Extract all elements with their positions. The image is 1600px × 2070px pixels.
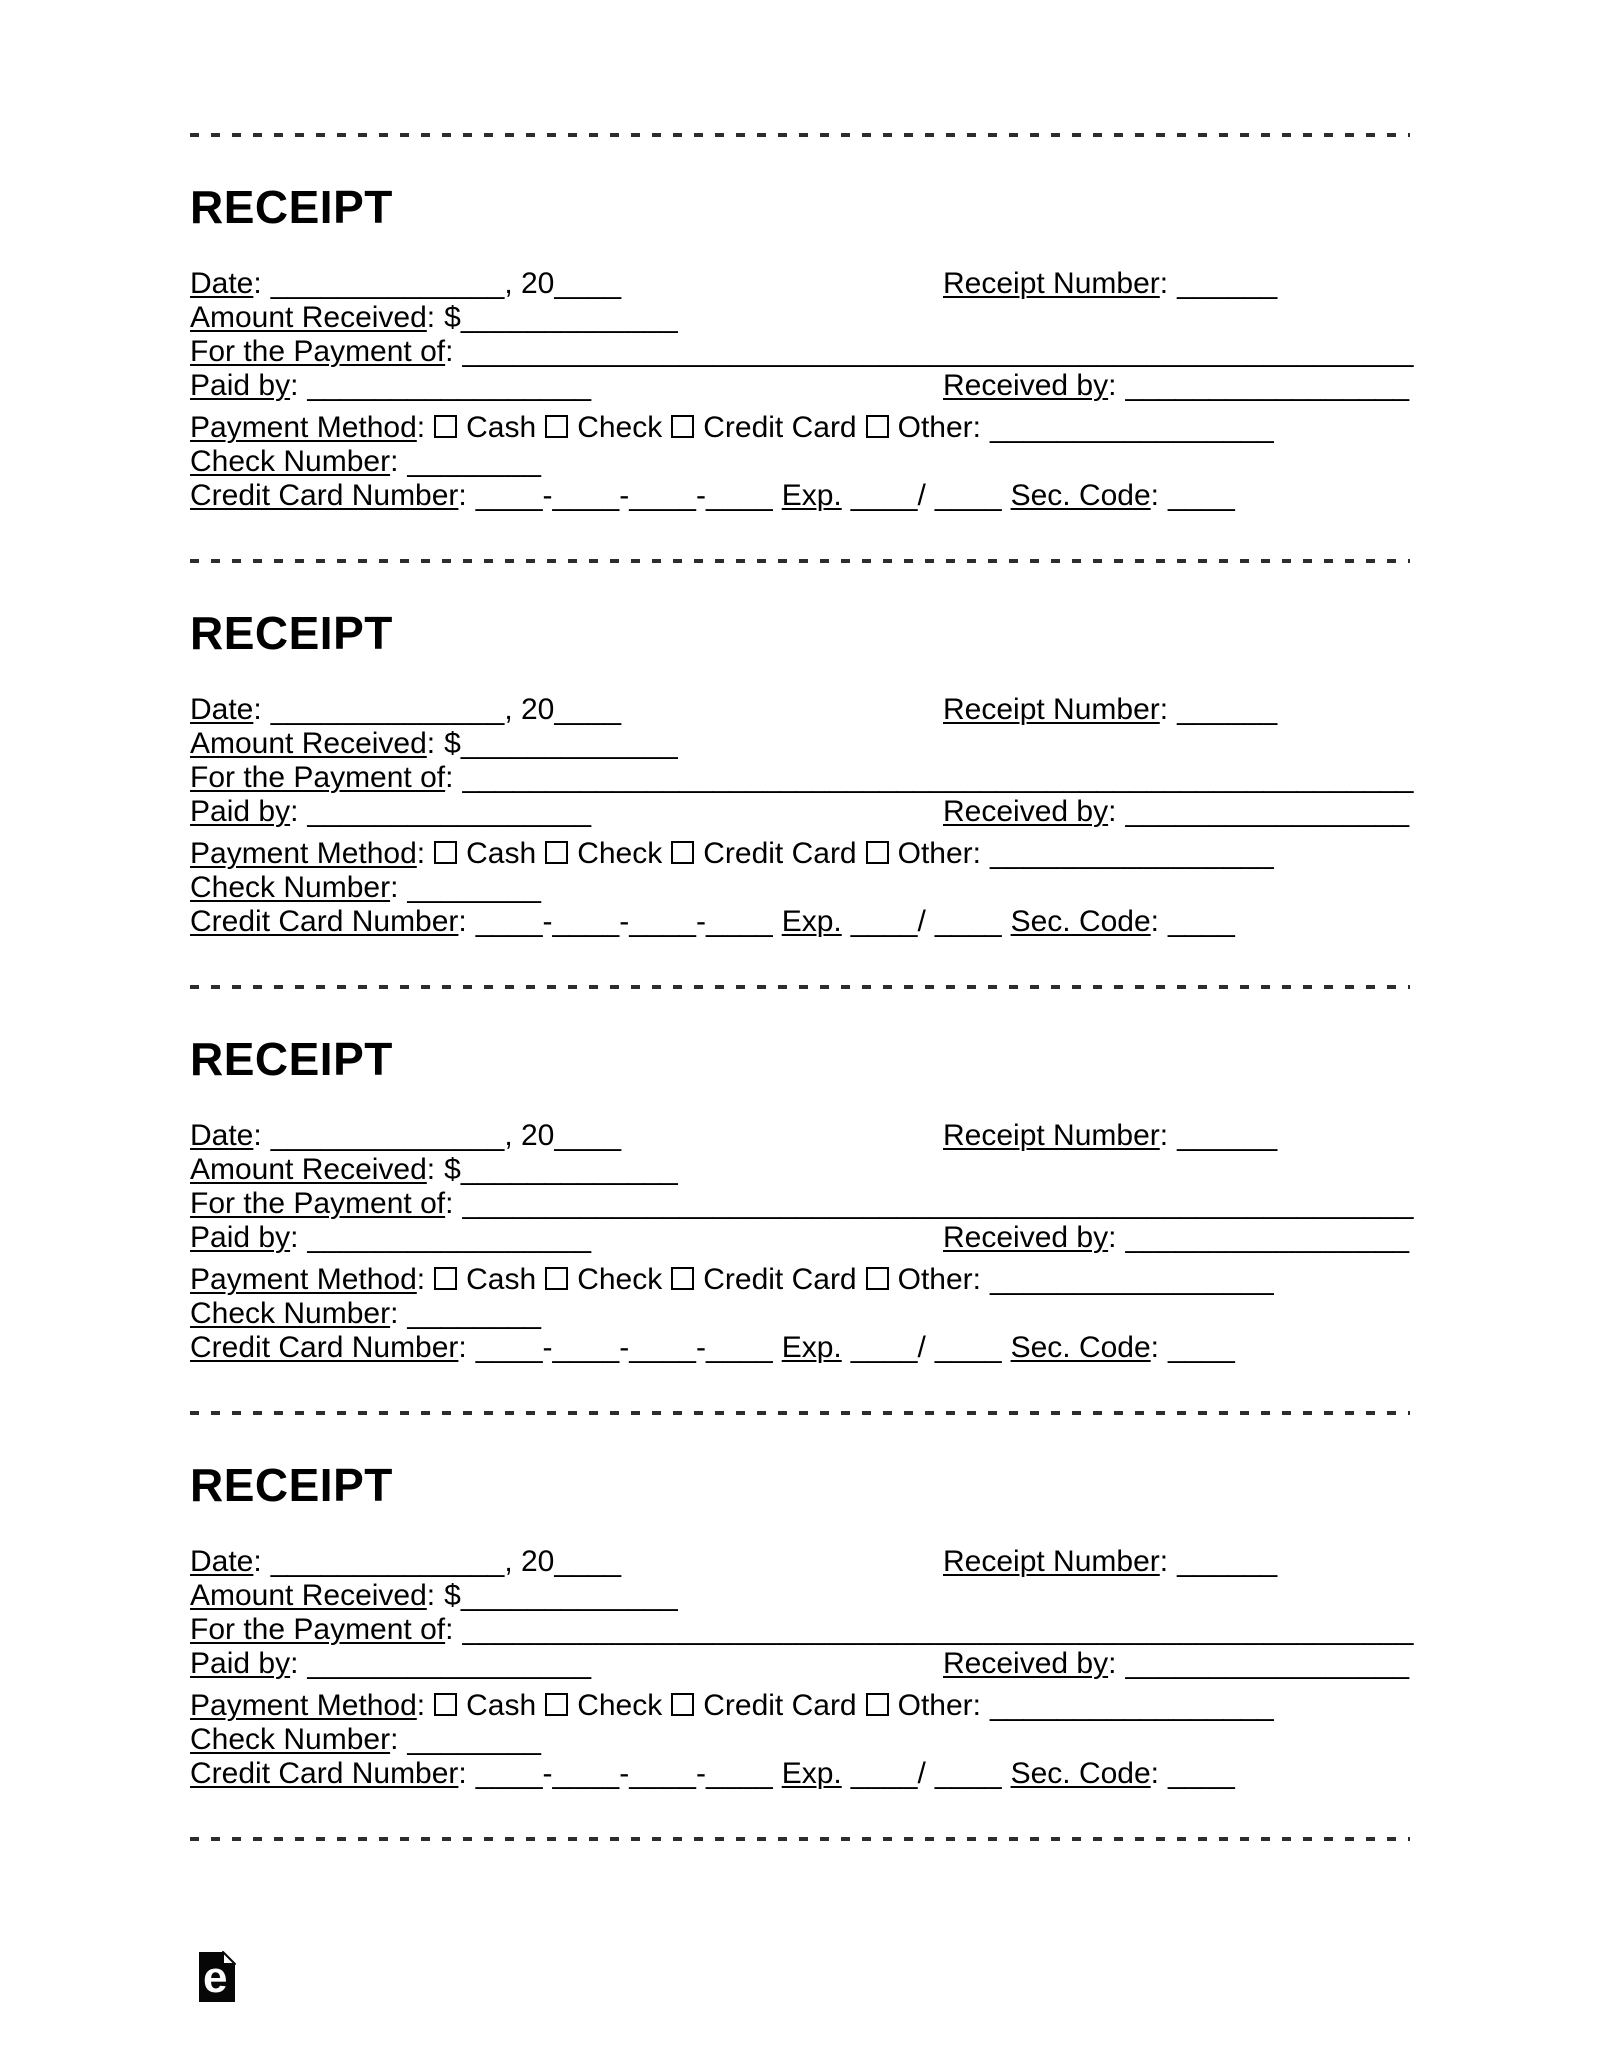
colon: :: [972, 1263, 981, 1296]
amount-received-row: [190, 727, 1410, 761]
date-blank: ______________: [270, 693, 505, 726]
payment-of-label: For the Payment of: [190, 761, 446, 794]
payment-of-row: [190, 1187, 1414, 1221]
receipt-number-blank: ______: [1177, 1545, 1278, 1578]
method-check-label: Check: [577, 411, 663, 444]
check-number-row: [190, 445, 1410, 479]
received-by-field: [943, 795, 1409, 829]
colon: :: [445, 1187, 454, 1220]
method-cash-label: Cash: [466, 1263, 537, 1296]
paid-by-label: Paid by: [190, 369, 291, 402]
receipt-number-label: Receipt Number: [943, 1119, 1160, 1152]
exp-slash: /: [917, 905, 926, 938]
colon: :: [458, 479, 467, 512]
check-number-blank: ________: [407, 871, 541, 904]
checkbox-other-icon: [866, 1693, 889, 1716]
currency-symbol: $: [444, 1153, 461, 1186]
colon: :: [1159, 1119, 1169, 1152]
paid-by-row: [190, 1647, 1410, 1681]
credit-card-label: Credit Card Number: [190, 1757, 459, 1790]
dashed-separator: [190, 1411, 1410, 1415]
paid-by-blank: _________________: [307, 795, 592, 828]
payment-of-label: For the Payment of: [190, 1187, 446, 1220]
exp-month-blank: ____: [850, 905, 918, 938]
receipt-sections: [190, 133, 1414, 1841]
received-by-label: Received by: [943, 1221, 1109, 1254]
colon: :: [1108, 1221, 1117, 1254]
colon: :: [972, 837, 981, 870]
credit-card-row: [190, 905, 1410, 939]
colon: :: [1159, 1545, 1169, 1578]
colon: :: [458, 905, 467, 938]
paid-by-label: Paid by: [190, 1221, 291, 1254]
date-row: [190, 693, 1410, 727]
method-credit-card-label: Credit Card: [703, 1263, 857, 1296]
date-year-blank: ____: [554, 1545, 622, 1578]
credit-card-label: Credit Card Number: [190, 905, 459, 938]
received-by-field: [943, 369, 1409, 403]
colon: :: [1108, 369, 1117, 402]
received-by-field: [943, 1221, 1409, 1255]
checkbox-check-icon: [545, 1693, 568, 1716]
date-year-blank: ____: [554, 693, 622, 726]
checkbox-check-icon: [545, 1267, 568, 1290]
checkbox-other-icon: [866, 1267, 889, 1290]
exp-label: Exp.: [781, 1331, 842, 1364]
exp-year-blank: ____: [934, 1331, 1002, 1364]
method-other-label: Other: [897, 837, 973, 870]
colon: :: [1150, 905, 1160, 938]
payment-of-blank: _________________________________________________________: [462, 335, 1414, 368]
received-by-blank: _________________: [1125, 369, 1410, 402]
receipt-heading: RECEIPT: [190, 181, 393, 233]
checkbox-other-icon: [866, 841, 889, 864]
checkbox-credit-card-icon: [671, 415, 694, 438]
credit-card-row: [190, 479, 1410, 513]
date-year-prefix: , 20: [504, 693, 555, 726]
dashed-separator: [190, 985, 1410, 989]
credit-card-blank: ____-____-____-____: [475, 479, 773, 512]
date-label: Date: [190, 267, 254, 300]
payment-of-blank: _________________________________________________________: [462, 1613, 1414, 1646]
dashed-separator: [190, 559, 1410, 563]
received-by-label: Received by: [943, 369, 1109, 402]
date-row: [190, 267, 1410, 301]
method-check-label: Check: [577, 1263, 663, 1296]
receipt-section: [190, 133, 1414, 559]
method-other-label: Other: [897, 411, 973, 444]
method-credit-card-label: Credit Card: [703, 837, 857, 870]
check-number-row: [190, 1297, 1410, 1331]
method-check-label: Check: [577, 1689, 663, 1722]
date-blank: ______________: [270, 267, 505, 300]
date-blank: ______________: [270, 1545, 505, 1578]
colon: :: [1159, 693, 1169, 726]
colon: :: [972, 411, 981, 444]
currency-symbol: $: [444, 727, 461, 760]
checkbox-cash-icon: [434, 415, 457, 438]
receipt-number-blank: ______: [1177, 267, 1278, 300]
checkbox-credit-card-icon: [671, 1267, 694, 1290]
method-credit-card-label: Credit Card: [703, 411, 857, 444]
receipt-fields: [190, 1119, 1414, 1365]
currency-symbol: $: [444, 301, 461, 334]
credit-card-label: Credit Card Number: [190, 1331, 459, 1364]
payment-method-label: Payment Method: [190, 1263, 417, 1296]
check-number-label: Check Number: [190, 1723, 391, 1756]
colon: :: [390, 871, 399, 904]
paid-by-label: Paid by: [190, 795, 291, 828]
other-blank: _________________: [990, 1689, 1274, 1722]
amount-received-row: [190, 1579, 1410, 1613]
colon: :: [426, 1153, 436, 1186]
received-by-field: [943, 1647, 1409, 1681]
credit-card-blank: ____-____-____-____: [475, 1331, 773, 1364]
check-number-blank: ________: [407, 445, 541, 478]
payment-method-row: [190, 837, 1410, 871]
credit-card-row: [190, 1331, 1410, 1365]
payment-of-label: For the Payment of: [190, 335, 446, 368]
colon: :: [253, 1545, 262, 1578]
check-number-blank: ________: [407, 1723, 541, 1756]
amount-received-row: [190, 301, 1410, 335]
check-number-blank: ________: [407, 1297, 541, 1330]
amount-blank: _____________: [460, 1153, 678, 1186]
amount-received-label: Amount Received: [190, 301, 427, 334]
dashed-separator: [190, 133, 1410, 137]
payment-of-row: [190, 1613, 1414, 1647]
payment-of-row: [190, 761, 1414, 795]
colon: :: [390, 445, 399, 478]
exp-year-blank: ____: [934, 905, 1002, 938]
receipt-number-label: Receipt Number: [943, 693, 1160, 726]
payment-of-blank: _________________________________________________________: [462, 761, 1414, 794]
sec-code-blank: ____: [1168, 905, 1235, 938]
checkbox-other-icon: [866, 415, 889, 438]
receipt-fields: [190, 693, 1414, 939]
colon: :: [416, 837, 426, 870]
receipt-number-field: [943, 693, 1277, 727]
colon: :: [416, 411, 426, 444]
date-year-blank: ____: [554, 267, 622, 300]
exp-slash: /: [917, 479, 926, 512]
paid-by-label: Paid by: [190, 1647, 291, 1680]
receipt-heading: RECEIPT: [190, 1459, 393, 1511]
receipt-number-label: Receipt Number: [943, 1545, 1160, 1578]
payment-method-label: Payment Method: [190, 1689, 417, 1722]
date-row: [190, 1545, 1410, 1579]
amount-blank: _____________: [460, 1579, 678, 1612]
other-blank: _________________: [990, 1263, 1274, 1296]
received-by-blank: _________________: [1125, 1647, 1410, 1680]
method-cash-label: Cash: [466, 411, 537, 444]
method-check-label: Check: [577, 837, 663, 870]
payment-method-row: [190, 411, 1410, 445]
colon: :: [426, 301, 436, 334]
received-by-blank: _________________: [1125, 1221, 1410, 1254]
sec-code-blank: ____: [1168, 1331, 1235, 1364]
payment-method-row: [190, 1263, 1410, 1297]
payment-of-blank: _________________________________________________________: [462, 1187, 1414, 1220]
colon: :: [390, 1297, 399, 1330]
exp-slash: /: [917, 1331, 926, 1364]
paid-by-row: [190, 1221, 1410, 1255]
logo-letter: e: [203, 1953, 228, 2002]
exp-label: Exp.: [781, 1757, 842, 1790]
checkbox-cash-icon: [434, 1693, 457, 1716]
receipt-heading: RECEIPT: [190, 607, 393, 659]
amount-blank: _____________: [460, 727, 678, 760]
amount-received-row: [190, 1153, 1410, 1187]
checkbox-cash-icon: [434, 841, 457, 864]
colon: :: [416, 1263, 426, 1296]
amount-received-label: Amount Received: [190, 727, 427, 760]
other-blank: _________________: [990, 411, 1274, 444]
sec-code-blank: ____: [1168, 1757, 1235, 1790]
check-number-row: [190, 871, 1410, 905]
colon: :: [290, 795, 299, 828]
eforms-document-logo: [198, 1951, 236, 2003]
check-number-label: Check Number: [190, 445, 391, 478]
method-cash-label: Cash: [466, 1689, 537, 1722]
colon: :: [253, 693, 262, 726]
colon: :: [458, 1331, 467, 1364]
colon: :: [290, 1221, 299, 1254]
date-year-blank: ____: [554, 1119, 622, 1152]
date-row: [190, 1119, 1410, 1153]
dashed-separator: [190, 1837, 1410, 1841]
sec-code-label: Sec. Code: [1010, 905, 1151, 938]
colon: :: [253, 1119, 262, 1152]
colon: :: [445, 335, 454, 368]
paid-by-blank: _________________: [307, 1221, 592, 1254]
payment-method-label: Payment Method: [190, 837, 417, 870]
colon: :: [458, 1757, 467, 1790]
colon: :: [1150, 1757, 1160, 1790]
colon: :: [426, 727, 436, 760]
receipt-number-label: Receipt Number: [943, 267, 1160, 300]
colon: :: [1150, 479, 1160, 512]
exp-month-blank: ____: [850, 1757, 918, 1790]
method-other-label: Other: [897, 1263, 973, 1296]
amount-received-label: Amount Received: [190, 1579, 427, 1612]
exp-year-blank: ____: [934, 479, 1002, 512]
other-blank: _________________: [990, 837, 1274, 870]
date-label: Date: [190, 1119, 254, 1152]
colon: :: [1159, 267, 1169, 300]
receipt-number-field: [943, 1545, 1277, 1579]
exp-label: Exp.: [781, 905, 842, 938]
method-cash-label: Cash: [466, 837, 537, 870]
colon: :: [416, 1689, 426, 1722]
colon: :: [426, 1579, 436, 1612]
receipt-number-blank: ______: [1177, 1119, 1278, 1152]
received-by-label: Received by: [943, 795, 1109, 828]
amount-received-label: Amount Received: [190, 1153, 427, 1186]
date-year-prefix: , 20: [504, 267, 555, 300]
method-other-label: Other: [897, 1689, 973, 1722]
currency-symbol: $: [444, 1579, 461, 1612]
payment-of-label: For the Payment of: [190, 1613, 446, 1646]
colon: :: [445, 1613, 454, 1646]
date-year-prefix: , 20: [504, 1119, 555, 1152]
colon: :: [1108, 1647, 1117, 1680]
checkbox-check-icon: [545, 415, 568, 438]
check-number-label: Check Number: [190, 1297, 391, 1330]
exp-month-blank: ____: [850, 1331, 918, 1364]
sec-code-label: Sec. Code: [1010, 1331, 1151, 1364]
checkbox-credit-card-icon: [671, 1693, 694, 1716]
received-by-label: Received by: [943, 1647, 1109, 1680]
colon: :: [1150, 1331, 1160, 1364]
colon: :: [290, 1647, 299, 1680]
sec-code-blank: ____: [1168, 479, 1235, 512]
colon: :: [390, 1723, 399, 1756]
receipt-number-field: [943, 267, 1277, 301]
credit-card-blank: ____-____-____-____: [475, 1757, 773, 1790]
receipt-fields: [190, 1545, 1414, 1791]
check-number-label: Check Number: [190, 871, 391, 904]
checkbox-cash-icon: [434, 1267, 457, 1290]
colon: :: [972, 1689, 981, 1722]
received-by-blank: _________________: [1125, 795, 1410, 828]
receipt-section: [190, 985, 1414, 1411]
exp-slash: /: [917, 1757, 926, 1790]
check-number-row: [190, 1723, 1410, 1757]
receipt-section: [190, 559, 1414, 985]
paid-by-blank: _________________: [307, 369, 592, 402]
receipt-heading: RECEIPT: [190, 1033, 393, 1085]
date-label: Date: [190, 1545, 254, 1578]
amount-blank: _____________: [460, 301, 678, 334]
payment-method-row: [190, 1689, 1410, 1723]
paid-by-blank: _________________: [307, 1647, 592, 1680]
receipt-fields: [190, 267, 1414, 513]
colon: :: [253, 267, 262, 300]
credit-card-blank: ____-____-____-____: [475, 905, 773, 938]
colon: :: [445, 761, 454, 794]
date-label: Date: [190, 693, 254, 726]
payment-method-label: Payment Method: [190, 411, 417, 444]
receipt-number-blank: ______: [1177, 693, 1278, 726]
colon: :: [1108, 795, 1117, 828]
method-credit-card-label: Credit Card: [703, 1689, 857, 1722]
date-year-prefix: , 20: [504, 1545, 555, 1578]
credit-card-label: Credit Card Number: [190, 479, 459, 512]
date-blank: ______________: [270, 1119, 505, 1152]
sec-code-label: Sec. Code: [1010, 1757, 1151, 1790]
paid-by-row: [190, 369, 1410, 403]
exp-month-blank: ____: [850, 479, 918, 512]
paid-by-row: [190, 795, 1410, 829]
exp-label: Exp.: [781, 479, 842, 512]
checkbox-check-icon: [545, 841, 568, 864]
sec-code-label: Sec. Code: [1010, 479, 1151, 512]
colon: :: [290, 369, 299, 402]
exp-year-blank: ____: [934, 1757, 1002, 1790]
receipt-number-field: [943, 1119, 1277, 1153]
receipt-section: [190, 1411, 1414, 1837]
checkbox-credit-card-icon: [671, 841, 694, 864]
payment-of-row: [190, 335, 1414, 369]
credit-card-row: [190, 1757, 1410, 1791]
